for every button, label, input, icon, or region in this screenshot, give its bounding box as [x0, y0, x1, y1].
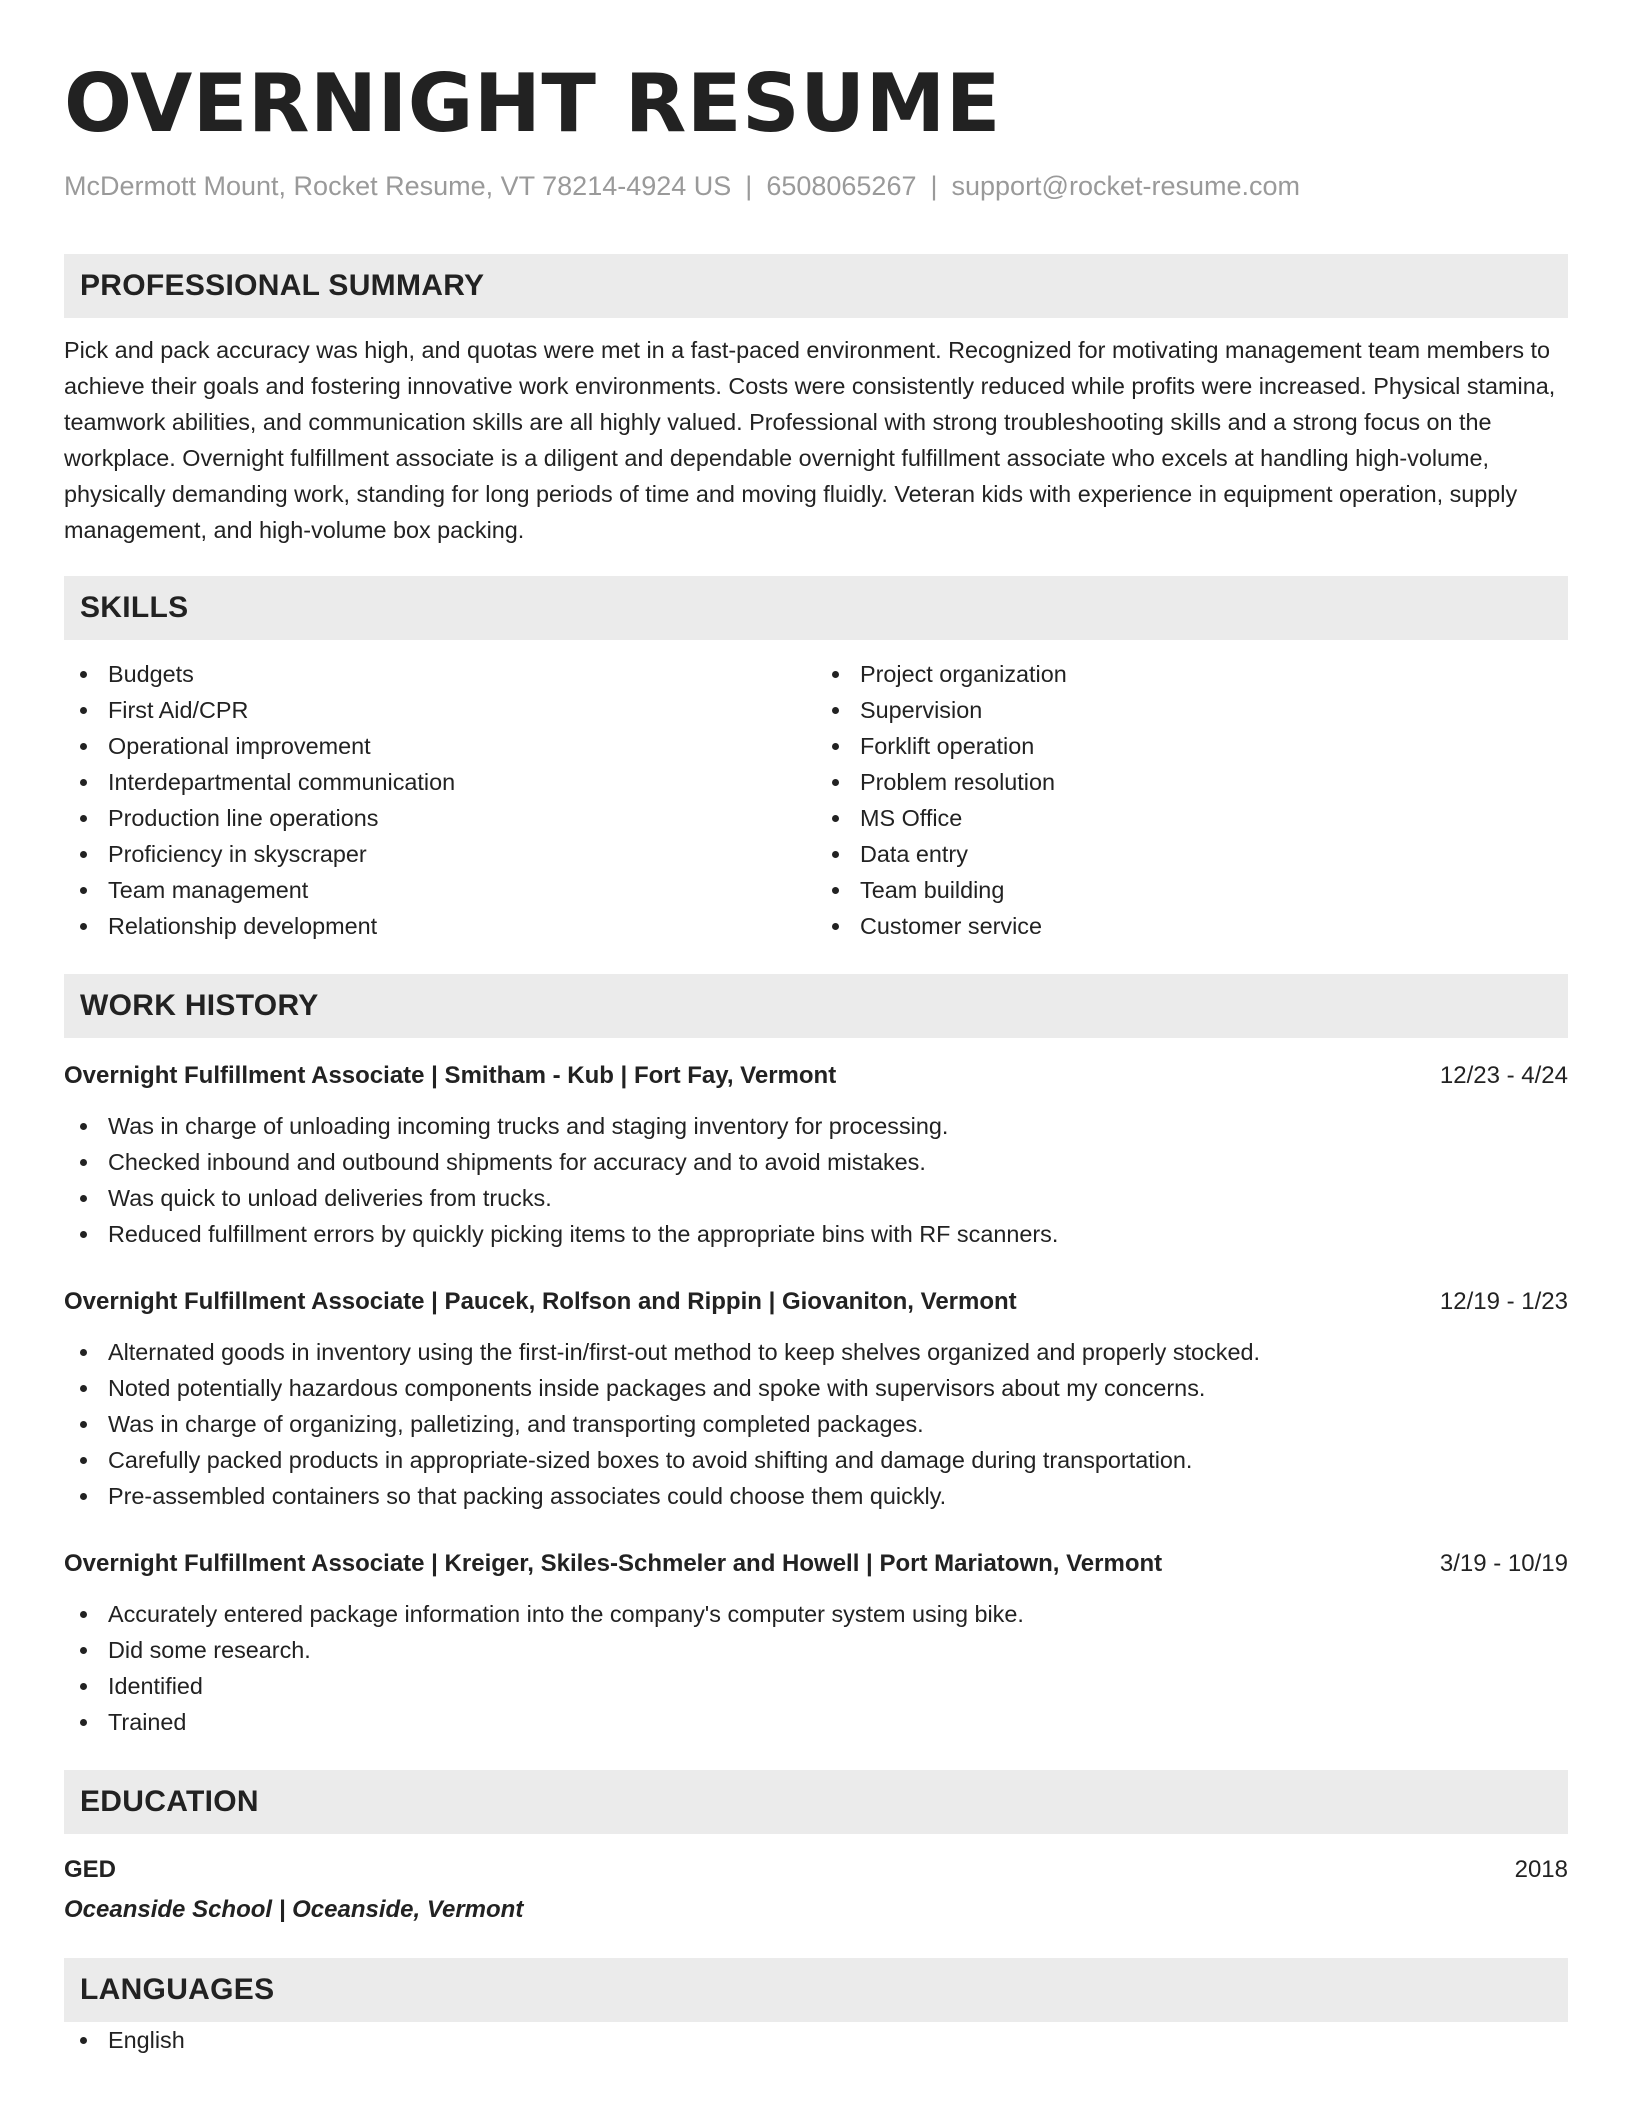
job-bullet: Did some research. — [64, 1632, 1568, 1668]
skill-item: Team management — [64, 872, 816, 908]
section-heading-summary: PROFESSIONAL SUMMARY — [64, 254, 1568, 318]
job-bullet: Noted potentially hazardous components inside packages and spoke with supervisors about my concerns. — [64, 1370, 1568, 1406]
skill-item: Problem resolution — [816, 764, 1568, 800]
job-entry — [64, 1284, 1568, 1514]
skills-grid — [64, 656, 1568, 944]
job-entry — [64, 1546, 1568, 1740]
job-bullets — [64, 1334, 1568, 1514]
job-entry — [64, 1058, 1568, 1252]
education-degree: GED — [64, 1856, 117, 1883]
contact-separator: | — [745, 171, 753, 201]
job-dates: 12/19 - 1/23 — [1439, 1288, 1568, 1315]
job-bullet: Accurately entered package information into the company's computer system using bike. — [64, 1596, 1568, 1632]
skill-item: Operational improvement — [64, 728, 816, 764]
skill-item: Data entry — [816, 836, 1568, 872]
skill-item: Forklift operation — [816, 728, 1568, 764]
contact-separator: | — [930, 171, 938, 201]
skill-item: Project organization — [816, 656, 1568, 692]
contact-phone: 6508065267 — [766, 171, 917, 201]
resume-name: OVERNIGHT RESUME — [64, 57, 1001, 150]
education-header — [64, 1852, 1568, 1888]
skill-item: Proficiency in skyscraper — [64, 836, 816, 872]
job-bullet: Alternated goods in inventory using the first-in/first-out method to keep shelves organized and properly stocked. — [64, 1334, 1568, 1370]
job-bullet: Identified — [64, 1668, 1568, 1704]
skill-item: Relationship development — [64, 908, 816, 944]
job-header — [64, 1546, 1568, 1582]
languages-list — [64, 2022, 1568, 2058]
job-title: Overnight Fulfillment Associate | Kreiger, Skiles-Schmeler and Howell | Port Mariatown, Vermont — [64, 1550, 1163, 1577]
education-year: 2018 — [1514, 1856, 1568, 1883]
contact-address: McDermott Mount, Rocket Resume, VT 78214-4924 US — [64, 171, 732, 201]
summary-text: Pick and pack accuracy was high, and quotas were met in a fast-paced environment. Recognized for motivating management team members to achieve their goals and fostering innovative work environments. Costs were consistently reduced while profits were increased. Physical stamina, teamwork abilities, and communication skills are all highly valued. Professional with strong troubleshooting skills and a strong focus on the workplace. Overnight fulfillment associate is a diligent and dependable overnight fulfillment associate who excels at handling high-volume, physically demanding work, standing for long periods of time and moving fluidly. Veteran kids with experience in equipment operation, supply management, and high-volume box packing. — [64, 337, 1556, 543]
skills-list-right — [816, 656, 1568, 944]
job-title: Overnight Fulfillment Associate | Paucek, Rolfson and Rippin | Giovaniton, Vermont — [64, 1288, 1017, 1315]
education-entry — [64, 1852, 1568, 1928]
job-bullet: Pre-assembled containers so that packing associates could choose them quickly. — [64, 1478, 1568, 1514]
job-bullet: Checked inbound and outbound shipments for accuracy and to avoid mistakes. — [64, 1144, 1568, 1180]
skill-item: Budgets — [64, 656, 816, 692]
job-title: Overnight Fulfillment Associate | Smitham - Kub | Fort Fay, Vermont — [64, 1062, 837, 1089]
section-heading-skills: SKILLS — [64, 576, 1568, 640]
job-bullet: Was quick to unload deliveries from trucks. — [64, 1180, 1568, 1216]
skill-item: MS Office — [816, 800, 1568, 836]
contact-email: support@rocket-resume.com — [951, 171, 1301, 201]
job-bullet: Reduced fulfillment errors by quickly picking items to the appropriate bins with RF scanners. — [64, 1216, 1568, 1252]
section-heading-education: EDUCATION — [64, 1770, 1568, 1834]
skills-column-right — [816, 656, 1568, 944]
skill-item: Team building — [816, 872, 1568, 908]
section-heading-work-history: WORK HISTORY — [64, 974, 1568, 1038]
skill-item: Interdepartmental communication — [64, 764, 816, 800]
job-bullet: Was in charge of unloading incoming trucks and staging inventory for processing. — [64, 1108, 1568, 1144]
contact-line — [64, 168, 1568, 204]
education-school: Oceanside School | Oceanside, Vermont — [64, 1896, 524, 1923]
job-bullet: Carefully packed products in appropriate-sized boxes to avoid shifting and damage during transportation. — [64, 1442, 1568, 1478]
job-header — [64, 1058, 1568, 1094]
skill-item: Supervision — [816, 692, 1568, 728]
job-bullets — [64, 1596, 1568, 1740]
job-dates: 12/23 - 4/24 — [1439, 1062, 1568, 1089]
job-bullet: Was in charge of organizing, palletizing, and transporting completed packages. — [64, 1406, 1568, 1442]
skill-item: Customer service — [816, 908, 1568, 944]
language-item: English — [64, 2022, 1568, 2058]
job-bullet: Trained — [64, 1704, 1568, 1740]
section-heading-languages: LANGUAGES — [64, 1958, 1568, 2022]
job-dates: 3/19 - 10/19 — [1439, 1550, 1568, 1577]
job-bullets — [64, 1108, 1568, 1252]
skills-list-left — [64, 656, 816, 944]
job-header — [64, 1284, 1568, 1320]
skills-column-left — [64, 656, 816, 944]
skill-item: First Aid/CPR — [64, 692, 816, 728]
skill-item: Production line operations — [64, 800, 816, 836]
